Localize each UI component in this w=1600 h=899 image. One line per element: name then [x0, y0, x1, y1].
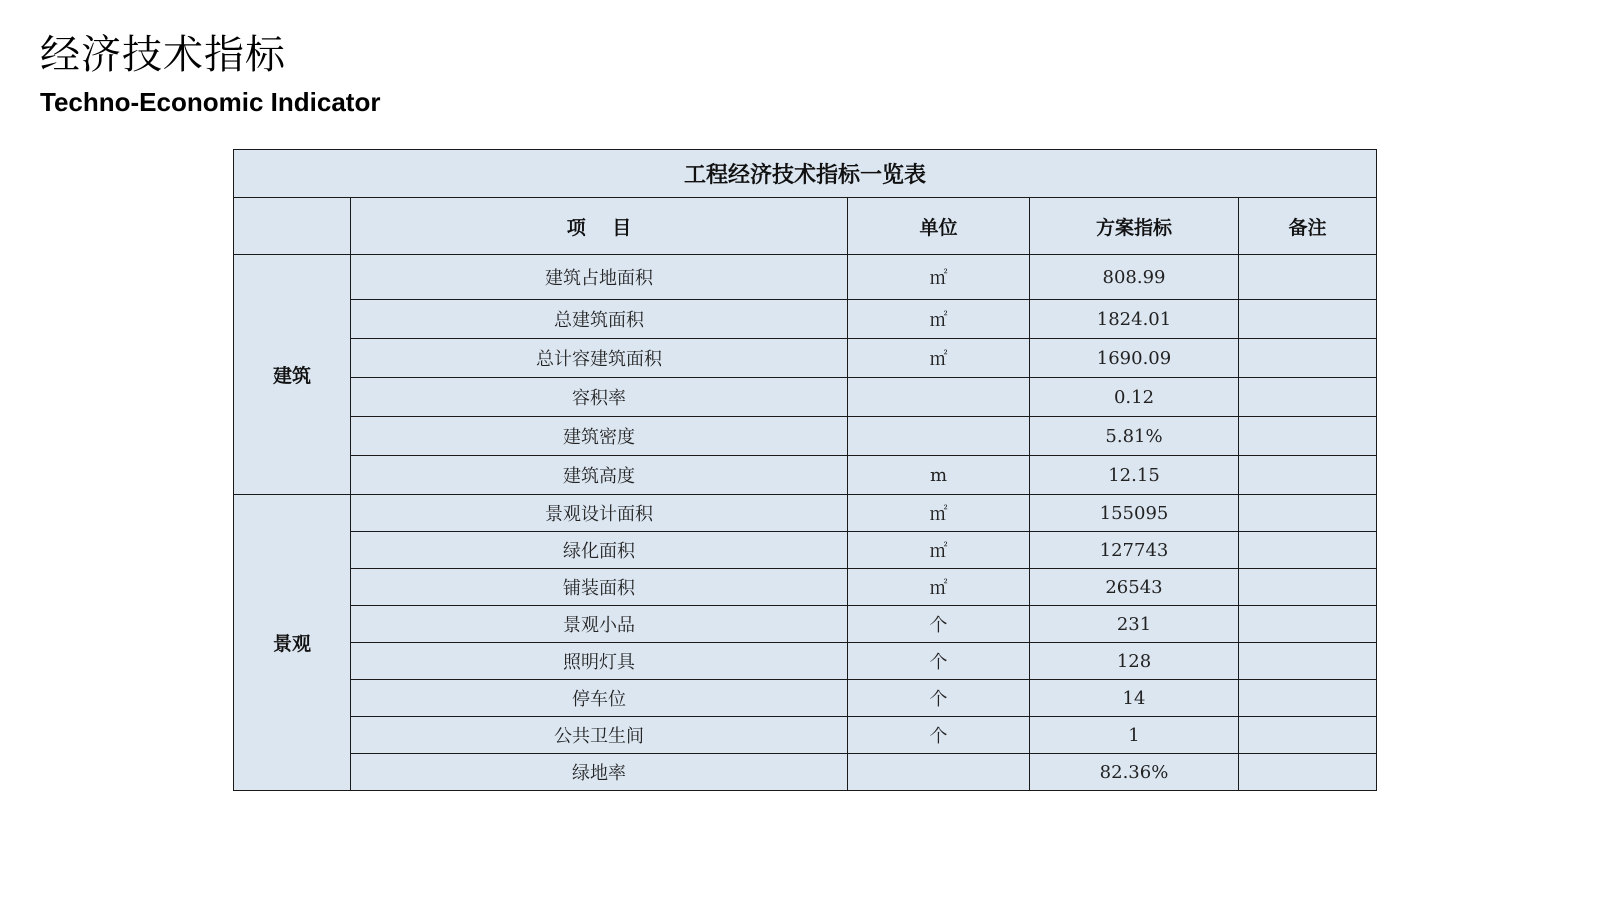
row-value-cell: 1824.01 — [1030, 300, 1239, 339]
table-header-row — [234, 198, 1377, 255]
row-item-cell: 总建筑面积 — [351, 300, 848, 339]
table-row — [234, 300, 1377, 339]
page-title: 经济技术指标 — [40, 32, 286, 78]
table-caption-row — [234, 150, 1377, 198]
row-note-cell — [1239, 717, 1377, 754]
row-item-cell: 建筑占地面积 — [351, 255, 848, 300]
row-value-cell: 155095 — [1030, 495, 1239, 532]
row-item-cell: 照明灯具 — [351, 643, 848, 680]
row-unit-cell: 个 — [848, 606, 1030, 643]
row-unit-cell: ㎡ — [848, 569, 1030, 606]
row-note-cell — [1239, 339, 1377, 378]
row-item-cell: 铺装面积 — [351, 569, 848, 606]
group-label: 建筑 — [234, 255, 351, 495]
row-unit-cell: ㎡ — [848, 300, 1030, 339]
row-note-cell — [1239, 532, 1377, 569]
row-note-cell — [1239, 569, 1377, 606]
row-note-cell — [1239, 643, 1377, 680]
row-value-cell: 0.12 — [1030, 378, 1239, 417]
table-row — [234, 456, 1377, 495]
indicator-table — [233, 149, 1377, 791]
table-row — [234, 255, 1377, 300]
row-item-cell: 绿地率 — [351, 754, 848, 791]
header-unit: 单位 — [848, 198, 1030, 255]
table-row — [234, 417, 1377, 456]
row-item-cell: 建筑高度 — [351, 456, 848, 495]
row-unit-cell: 个 — [848, 717, 1030, 754]
table-row — [234, 339, 1377, 378]
row-note-cell — [1239, 456, 1377, 495]
header-category — [234, 198, 351, 255]
table-row — [234, 495, 1377, 532]
row-item-cell: 建筑密度 — [351, 417, 848, 456]
row-item-cell: 公共卫生间 — [351, 717, 848, 754]
header-note: 备注 — [1239, 198, 1377, 255]
row-note-cell — [1239, 754, 1377, 791]
row-unit-cell: ㎡ — [848, 339, 1030, 378]
row-unit-cell: 个 — [848, 680, 1030, 717]
table-row — [234, 643, 1377, 680]
table-row — [234, 680, 1377, 717]
table-row — [234, 378, 1377, 417]
table-caption: 工程经济技术指标一览表 — [234, 150, 1377, 198]
header-item: 项 目 — [351, 198, 848, 255]
row-item-cell: 容积率 — [351, 378, 848, 417]
row-value-cell: 14 — [1030, 680, 1239, 717]
row-value-cell: 1690.09 — [1030, 339, 1239, 378]
row-value-cell: 127743 — [1030, 532, 1239, 569]
table-row — [234, 569, 1377, 606]
row-item-cell: 总计容建筑面积 — [351, 339, 848, 378]
row-value-cell: 128 — [1030, 643, 1239, 680]
row-unit-cell: ㎡ — [848, 255, 1030, 300]
table-row — [234, 717, 1377, 754]
row-unit-cell: ㎡ — [848, 532, 1030, 569]
row-unit-cell — [848, 378, 1030, 417]
row-note-cell — [1239, 417, 1377, 456]
row-value-cell: 231 — [1030, 606, 1239, 643]
row-unit-cell: ㎡ — [848, 495, 1030, 532]
row-note-cell — [1239, 495, 1377, 532]
row-item-cell: 绿化面积 — [351, 532, 848, 569]
row-value-cell: 82.36% — [1030, 754, 1239, 791]
row-value-cell: 808.99 — [1030, 255, 1239, 300]
row-note-cell — [1239, 606, 1377, 643]
row-unit-cell: m — [848, 456, 1030, 495]
table-row — [234, 532, 1377, 569]
row-item-cell: 景观小品 — [351, 606, 848, 643]
row-item-cell: 停车位 — [351, 680, 848, 717]
row-note-cell — [1239, 255, 1377, 300]
row-unit-cell: 个 — [848, 643, 1030, 680]
row-value-cell: 26543 — [1030, 569, 1239, 606]
table-row — [234, 606, 1377, 643]
row-value-cell: 1 — [1030, 717, 1239, 754]
row-note-cell — [1239, 378, 1377, 417]
row-unit-cell — [848, 417, 1030, 456]
row-note-cell — [1239, 680, 1377, 717]
header-value: 方案指标 — [1030, 198, 1239, 255]
table-row — [234, 754, 1377, 791]
page-subtitle: Techno-Economic Indicator — [40, 87, 381, 117]
row-value-cell: 5.81% — [1030, 417, 1239, 456]
row-item-cell: 景观设计面积 — [351, 495, 848, 532]
row-value-cell: 12.15 — [1030, 456, 1239, 495]
group-label: 景观 — [234, 495, 351, 791]
row-unit-cell — [848, 754, 1030, 791]
row-note-cell — [1239, 300, 1377, 339]
